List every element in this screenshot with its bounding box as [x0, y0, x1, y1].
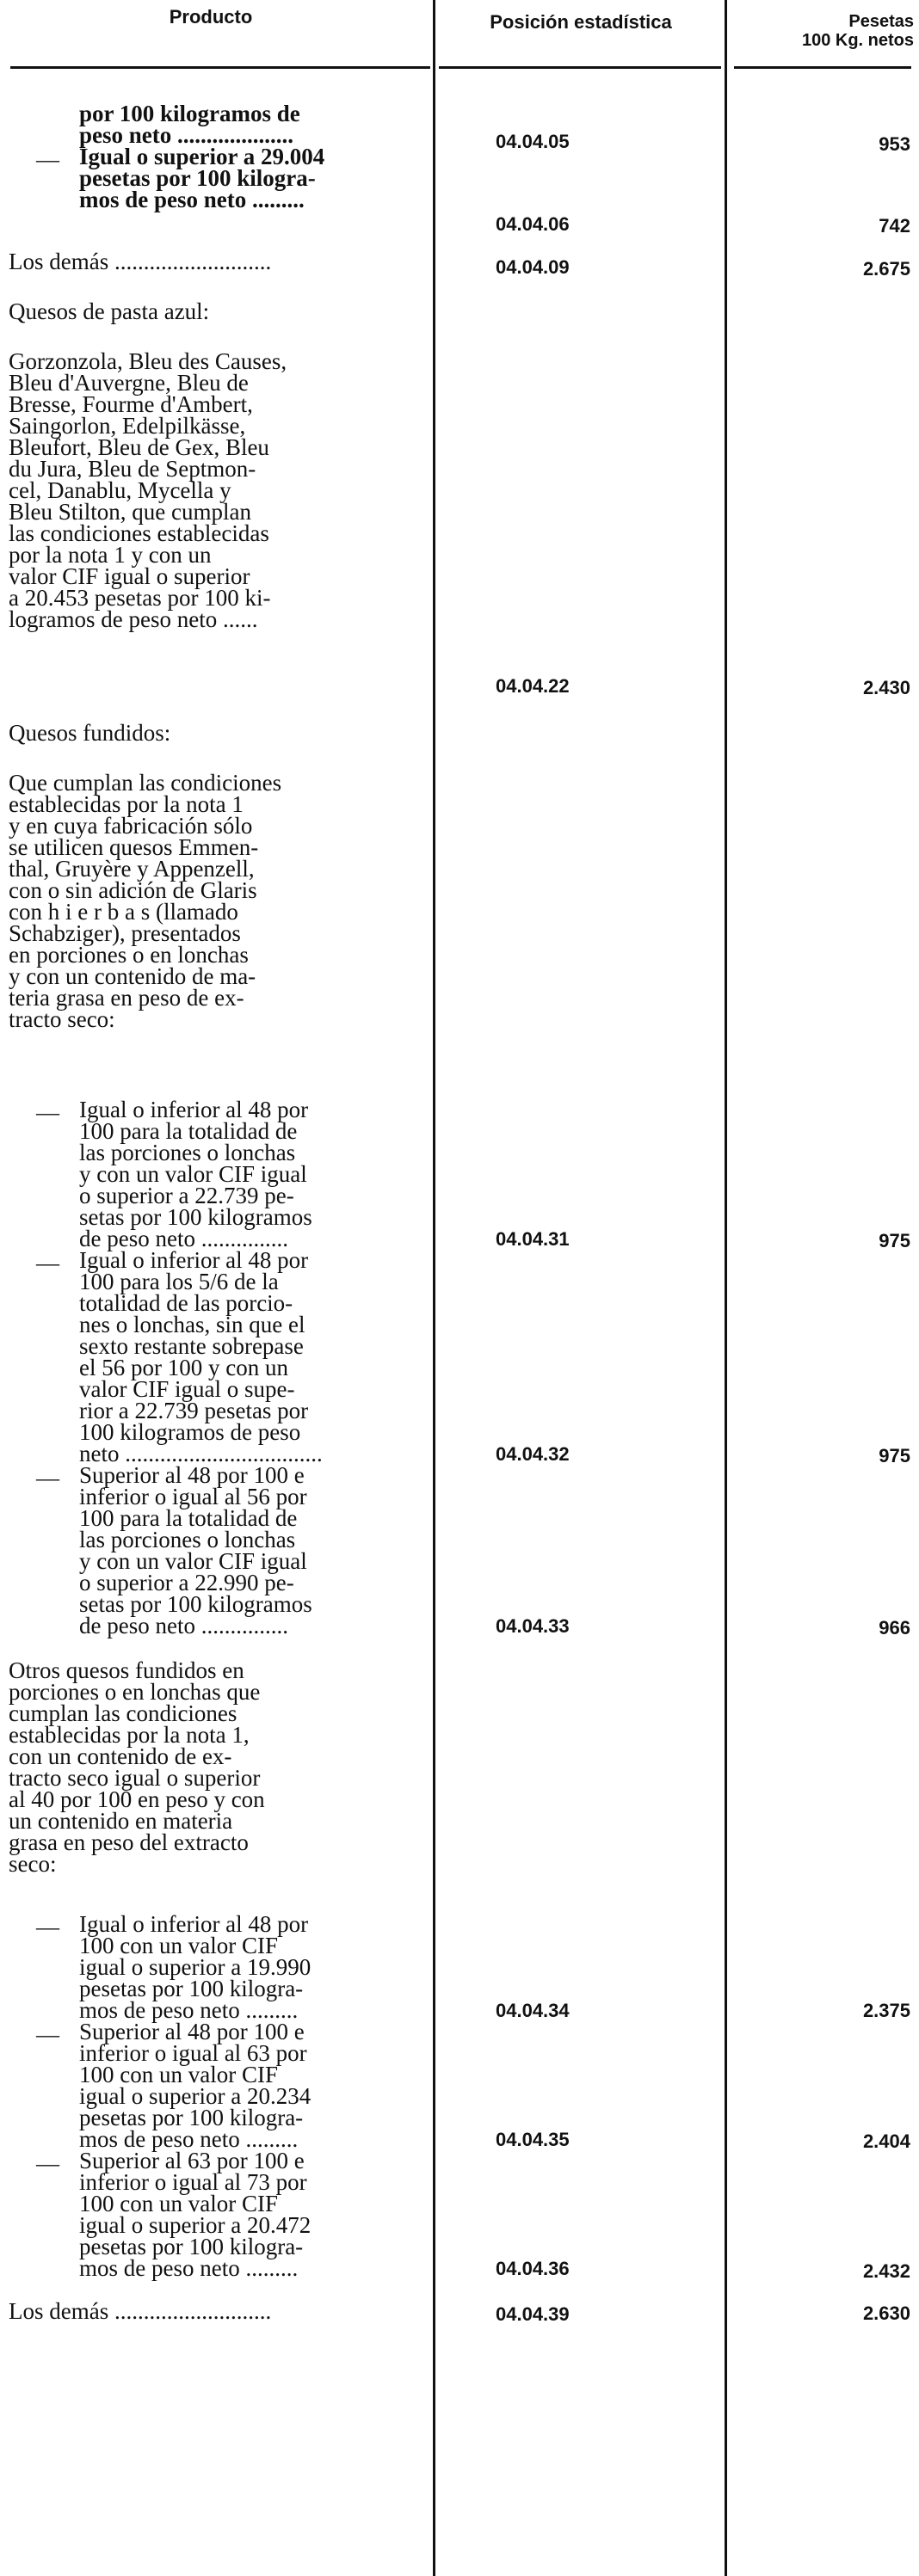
dash-bullet: —	[36, 1914, 59, 1940]
statistical-position: 04.04.35	[496, 2129, 570, 2150]
product-description: Igual o inferior al 48 por 100 para la totalidad de las porciones o lonchas y con un valor CIF igual o superior a 22.739 pe- setas por 100 kilogramos de peso neto ...............	[79, 1097, 312, 1251]
column-header-price-line1: Pesetas	[848, 12, 914, 31]
statistical-position: 04.04.05	[496, 131, 570, 152]
dash-bullet: —	[36, 2150, 59, 2176]
price-value: 2.432	[862, 2260, 910, 2282]
column-divider-1	[433, 0, 435, 2576]
column-divider-2	[725, 0, 727, 2576]
column-header-product: Producto	[169, 6, 253, 28]
product-description: Igual o inferior al 48 por 100 para los 5/6 de la totalidad de las porcio- nes o lonchas, sin que el sexto restante sobrepase el 56 por 100 y con un valor CIF igual o supe- rior a 22.739 pesetas por 100 kilogramos de peso neto ..................................	[79, 1247, 323, 1466]
price-value: 953	[879, 133, 910, 155]
price-value: 2.630	[862, 2302, 910, 2324]
price-value: 2.430	[862, 677, 910, 698]
header-rule-left	[10, 66, 430, 69]
price-value: 975	[879, 1445, 910, 1466]
dash-bullet: —	[36, 1250, 59, 1276]
product-description: Otros quesos fundidos en porciones o en lonchas que cumplan las condiciones establecidas por la nota 1, con un contenido de ex- tracto seco igual o superior al 40 por 100 en peso y con un contenido en materia grasa en peso del extracto seco:	[9, 1657, 265, 1877]
statistical-position: 04.04.32	[496, 1443, 570, 1465]
statistical-position: 04.04.34	[496, 2000, 570, 2021]
dash-bullet: —	[36, 1465, 59, 1491]
column-header-position: Posición estadística	[490, 11, 672, 33]
dash-bullet: —	[36, 146, 59, 172]
product-description: Igual o inferior al 48 por 100 con un valor CIF igual o superior a 19.990 pesetas por 100 kilogra- mos de peso neto .........	[79, 1911, 311, 2023]
column-header-price-line2: 100 Kg. netos	[801, 31, 914, 50]
section-heading: Quesos fundidos:	[9, 720, 171, 746]
dash-bullet: —	[36, 1099, 59, 1125]
price-value: 975	[879, 1230, 910, 1251]
product-description: por 100 kilogramos de peso neto ....................	[79, 101, 300, 148]
statistical-position: 04.04.22	[496, 675, 570, 697]
statistical-position: 04.04.06	[496, 213, 570, 235]
price-value: 2.675	[862, 258, 910, 280]
product-description: Superior al 48 por 100 e inferior o igual al 63 por 100 con un valor CIF igual o superior a 20.234 pesetas por 100 kilogra- mos de peso neto .........	[79, 2019, 311, 2152]
section-heading: Quesos de pasta azul:	[9, 298, 210, 324]
statistical-position: 04.04.36	[496, 2258, 570, 2279]
price-value: 966	[879, 1617, 910, 1638]
price-value: 2.375	[862, 2000, 910, 2021]
product-description: Superior al 63 por 100 e inferior o igual al 73 por 100 con un valor CIF igual o superior a 20.472 pesetas por 100 kilogra- mos de peso neto .........	[79, 2148, 311, 2281]
price-value: 2.404	[862, 2130, 910, 2152]
dash-bullet: —	[36, 2021, 59, 2047]
header-rule-right	[734, 66, 911, 69]
product-description: Los demás ...........................	[9, 2298, 272, 2324]
statistical-position: 04.04.31	[496, 1228, 570, 1250]
statistical-position: 04.04.09	[496, 256, 570, 278]
product-description: Los demás ...........................	[9, 249, 272, 274]
price-value: 742	[879, 215, 910, 237]
product-description: Igual o superior a 29.004 pesetas por 100 kilogra- mos de peso neto .........	[79, 144, 325, 212]
product-description: Gorzonzola, Bleu des Causes, Bleu d'Auvergne, Bleu de Bresse, Fourme d'Ambert, Saingorlon, Edelpilkässe, Bleufort, Bleu de Gex, Bleu du Jura, Bleu de Septmon- cel, Danablu, Mycella y Bleu Stilton, que cumplan las condiciones establecidas por la nota 1 y con un valor CIF igual o superior a 20.453 pesetas por 100 ki- logramos de peso neto ......	[9, 348, 287, 632]
column-header-price	[733, 12, 914, 83]
product-description: Superior al 48 por 100 e inferior o igual al 56 por 100 para la totalidad de las porciones o lonchas y con un valor CIF igual o superior a 22.990 pe- setas por 100 kilogramos de peso neto ...............	[79, 1462, 312, 1638]
statistical-position: 04.04.33	[496, 1615, 570, 1637]
product-description: Que cumplan las condiciones establecidas por la nota 1 y en cuya fabricación sólo se utilicen quesos Emmen- thal, Gruyère y Appenzell, con o sin adición de Glaris con h i e r b a s (llamado Schabziger), presentados en porciones o en lonchas y con un contenido de ma- teria grasa en peso de ex- tracto seco:	[9, 770, 282, 1032]
statistical-position: 04.04.39	[496, 2303, 570, 2325]
header-rule-middle	[439, 66, 721, 69]
